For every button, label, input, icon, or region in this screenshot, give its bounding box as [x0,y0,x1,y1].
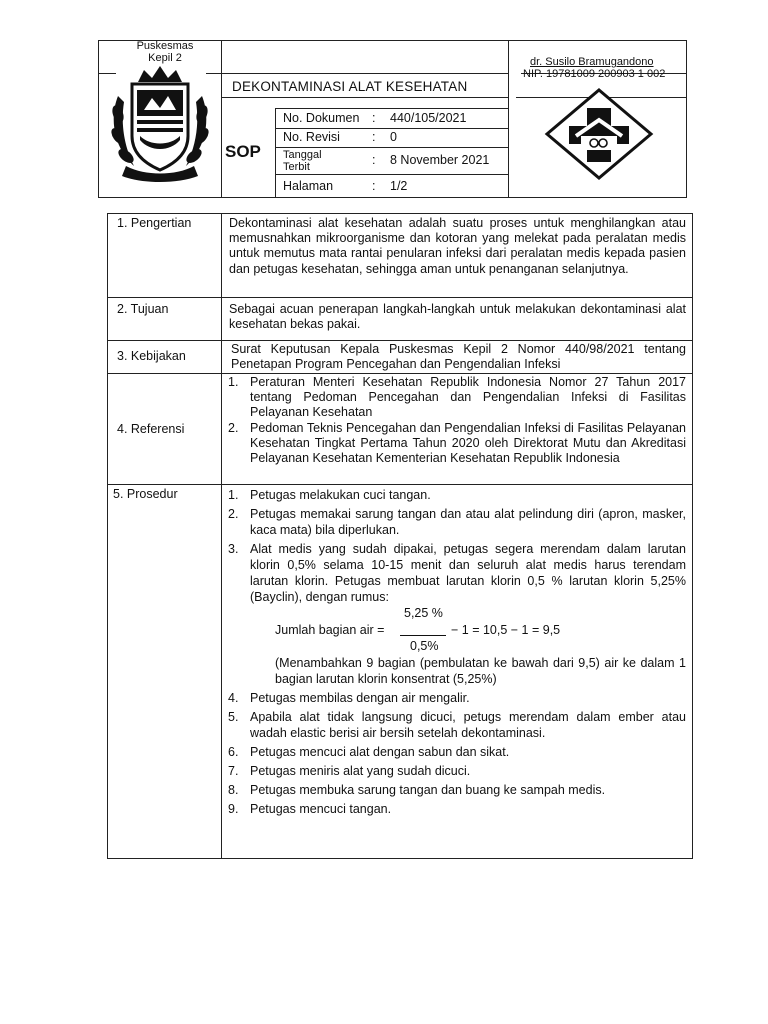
doc-number-value: 440/105/2021 [390,111,467,125]
pengertian-text: Dekontaminasi alat kesehatan adalah suatu proses untuk menghilangkan atau memusnahkan mikroorganisme dan kotoran yang melekat pada peralatan medis untuk memutus mata rantai penularan infeksi dari peralatan medis kepada pasien dan petugas kesehatan, sehingga aman untuk penanganan selanjutnya. [229,216,686,276]
chlorine-formula [222,605,686,655]
list-item: 9. Petugas mencuci tangan. [228,802,392,816]
formula-numerator: 5,25 % [404,606,443,620]
list-item: 5. Apabila alat tidak langsung dicuci, petugs merendam dalam ember atau wadah elastic berisi air bersih setelah dekontaminasi. [228,710,686,740]
signer-name: dr. Susilo Bramugandono [530,56,654,68]
kebijakan-text: Surat Keputusan Kepala Puskesmas Kepil 2 Nomor 440/98/2021 tentang Penetapan Program Pencegahan dan Pengendalian Infeksi [231,342,686,372]
tujuan-label: 2. Tujuan [117,302,169,316]
list-item: 1. Peraturan Menteri Kesehatan Republik Indonesia Nomor 27 Tahun 2017 tentang Pedoman Pencegahan dan Pengendalian Infeksi di Fasilitas Pelayanan Kesehatan [228,375,686,420]
list-item: 6. Petugas mencuci alat dengan sabun dan sikat. [228,745,510,759]
issue-date-sep: : [372,153,376,167]
list-item: 4. Petugas membilas dengan air mengalir. [228,691,470,705]
doc-number-sep: : [372,111,376,125]
referensi-list [222,375,686,466]
pengertian-label: 1. Pengertian [117,216,192,230]
list-item: 2. Petugas memakai sarung tangan dan atau alat pelindung diri (apron, masker, kaca mata) bila diperlukan. [228,507,686,537]
formula-denominator: 0,5% [410,639,439,653]
org-name: Puskesmas Kepil 2 [136,40,194,64]
page-title: DEKONTAMINASI ALAT KESEHATAN [232,79,468,94]
revision-label: No. Revisi [283,130,340,144]
page-label: Halaman [283,179,334,193]
revision-sep: : [372,130,376,144]
regency-emblem-icon [104,66,216,187]
sop-label: SOP [225,142,261,161]
list-item: 8. Petugas membuka sarung tangan dan buang ke sampah medis. [228,783,606,797]
fraction-bar [400,635,446,636]
puskesmas-logo-icon [543,88,655,185]
formula-rhs: − 1 = 10,5 − 1 = 9,5 [451,623,561,637]
prosedur-label: 5. Prosedur [113,487,178,501]
list-item: 3. Alat medis yang sudah dipakai, petugas segera merendam dalam larutan klorin 0,5% selama 10-15 menit dan seluruh alat medis harus terendam larutan klorin. Petugas membuat larutan klorin 0,5 % larutan klorin 5,25% (Bayclin), dengan rumus: [228,542,686,604]
formula-lhs: Jumlah bagian air = [275,623,385,637]
referensi-label: 4. Referensi [117,422,185,436]
issue-date-value: 8 November 2021 [390,153,490,167]
list-item: 1. Petugas melakukan cuci tangan. [228,488,431,502]
doc-number-label: No. Dokumen [283,111,360,125]
formula-note: (Menambahkan 9 bagian (pembulatan ke bawah dari 9,5) air ke dalam 1 bagian larutan klorin konsentrat (5,25%) [275,656,686,686]
revision-value: 0 [390,130,397,144]
page-sep: : [372,179,376,193]
list-item: 7. Petugas meniris alat yang sudah dicuci. [228,764,471,778]
kebijakan-label: 3. Kebijakan [117,349,186,363]
prosedur-list [222,487,686,817]
list-item: 2. Pedoman Teknis Pencegahan dan Pengendalian Infeksi di Fasilitas Pelayanan Kesehatan Tingkat Pertama Tahun 2020 oleh Direktorat Mutu dan Akreditasi Pelayanan Kesehatan Kementerian Kesehatan Republik Indonesia [228,420,686,466]
issue-date-label: Tanggal Terbit [283,149,322,173]
tujuan-text: Sebagai acuan penerapan langkah-langkah untuk melakukan dekontaminasi alat kesehatan bekas pakai. [229,302,686,332]
signer-nip: NIP. 19781009 200903 1 002 [523,68,666,80]
page-value: 1/2 [390,179,408,193]
